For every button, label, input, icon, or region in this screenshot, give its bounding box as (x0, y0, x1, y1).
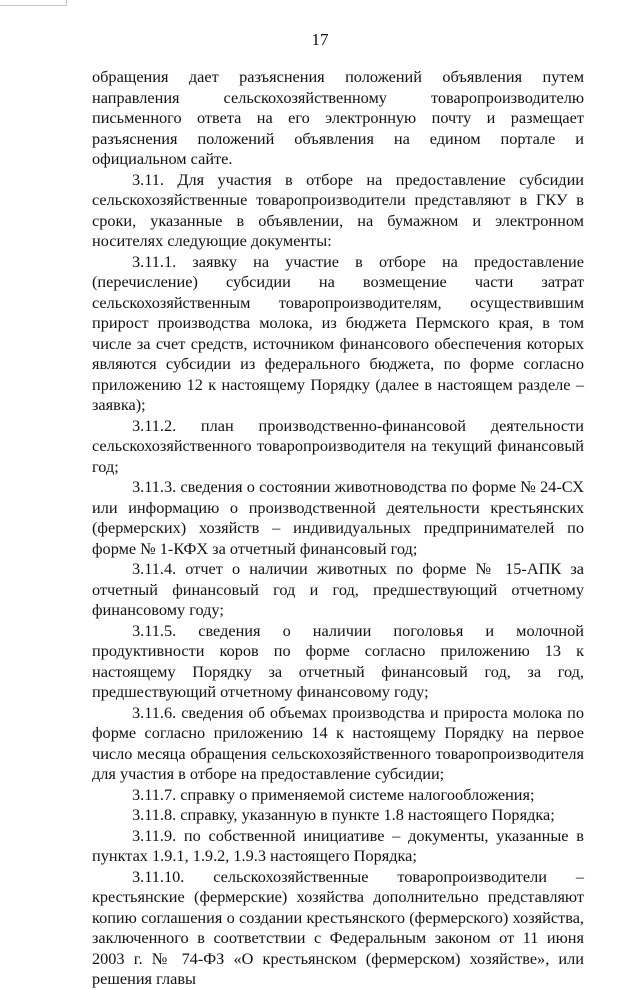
paragraph-3-11-7: 3.11.7. справку о применяемой системе налогообложения; (132, 784, 535, 804)
paragraph-3-11-6: 3.11.6. сведения об объемах производства и прироста молока по форме согласно приложению 14 к настоящему Порядку на первое число месяца обращения сельскохозяйственного товаропроизводителя для участия в отборе на предоставление субсидии; (92, 702, 584, 783)
paragraph-3-11: 3.11. Для участия в отборе на предоставление субсидии сельскохозяйственные товаропроизводители представляют в ГКУ в сроки, указанные в объявлении, на бумажном и электронном носителях следующие документы: (92, 169, 584, 250)
paragraph-3-11-2: 3.11.2. план производственно-финансовой деятельности сельскохозяйственного товаропроизводителя на текущий финансовый год; (92, 415, 584, 476)
page-number: 17 (311, 30, 329, 49)
paragraph-3-11-10: 3.11.10. сельскохозяйственные товаропроизводители – крестьянские (фермерские) хозяйства дополнительно представляют копию соглашения о создании крестьянского (фермерского) хозяйства, заключенного в соответствии с Федеральным законом от 11 июня 2003 г. № 74-ФЗ «О крестьянском (фермерском) хозяйстве», или решения главы (92, 866, 584, 988)
scan-corner-mark (0, 0, 67, 6)
paragraph-continuation: обращения дает разъяснения положений объявления путем направления сельскохозяйственному товаропроизводителю письменного ответа на его электронную почту и размещает разъяснения положений объявления на едином портале и официальном сайте. (92, 67, 584, 168)
paragraph-3-11-4: 3.11.4. отчет о наличии животных по форме № 15-АПК за отчетный финансовый год и год, предшествующий отчетному финансовому году; (92, 559, 584, 619)
paragraph-3-11-5: 3.11.5. сведения о наличии поголовья и молочной продуктивности коров по форме согласно приложению 13 к настоящему Порядку за отчетный финансовый год, за год, предшествующий отчетному финансовому году; (92, 620, 584, 701)
document-body (92, 67, 584, 990)
paragraph-3-11-9: 3.11.9. по собственной инициативе – документы, указанные в пунктах 1.9.1, 1.9.2, 1.9.3 настоящего Порядка; (92, 825, 584, 865)
paragraph-3-11-8: 3.11.8. справку, указанную в пункте 1.8 настоящего Порядка; (132, 805, 555, 824)
paragraph-3-11-3: 3.11.3. сведения о состоянии животноводства по форме № 24-СХ или информацию о производственной деятельности крестьянских (фермерских) хозяйств – индивидуальных предпринимателей по форме № 1-КФХ за отчетный финансовый год; (92, 477, 584, 558)
paragraph-3-11-1: 3.11.1. заявку на участие в отборе на предоставление (перечисление) субсидии на возмещение части затрат сельскохозяйственным товаропроизводителям, осуществившим прирост производства молока, из бюджета Пермского края, в том числе за счет средств, источником финансового обеспечения которых являются субсидии из федерального бюджета, по форме согласно приложению 12 к настоящему Порядку (далее в настоящем разделе – заявка); (92, 251, 584, 414)
